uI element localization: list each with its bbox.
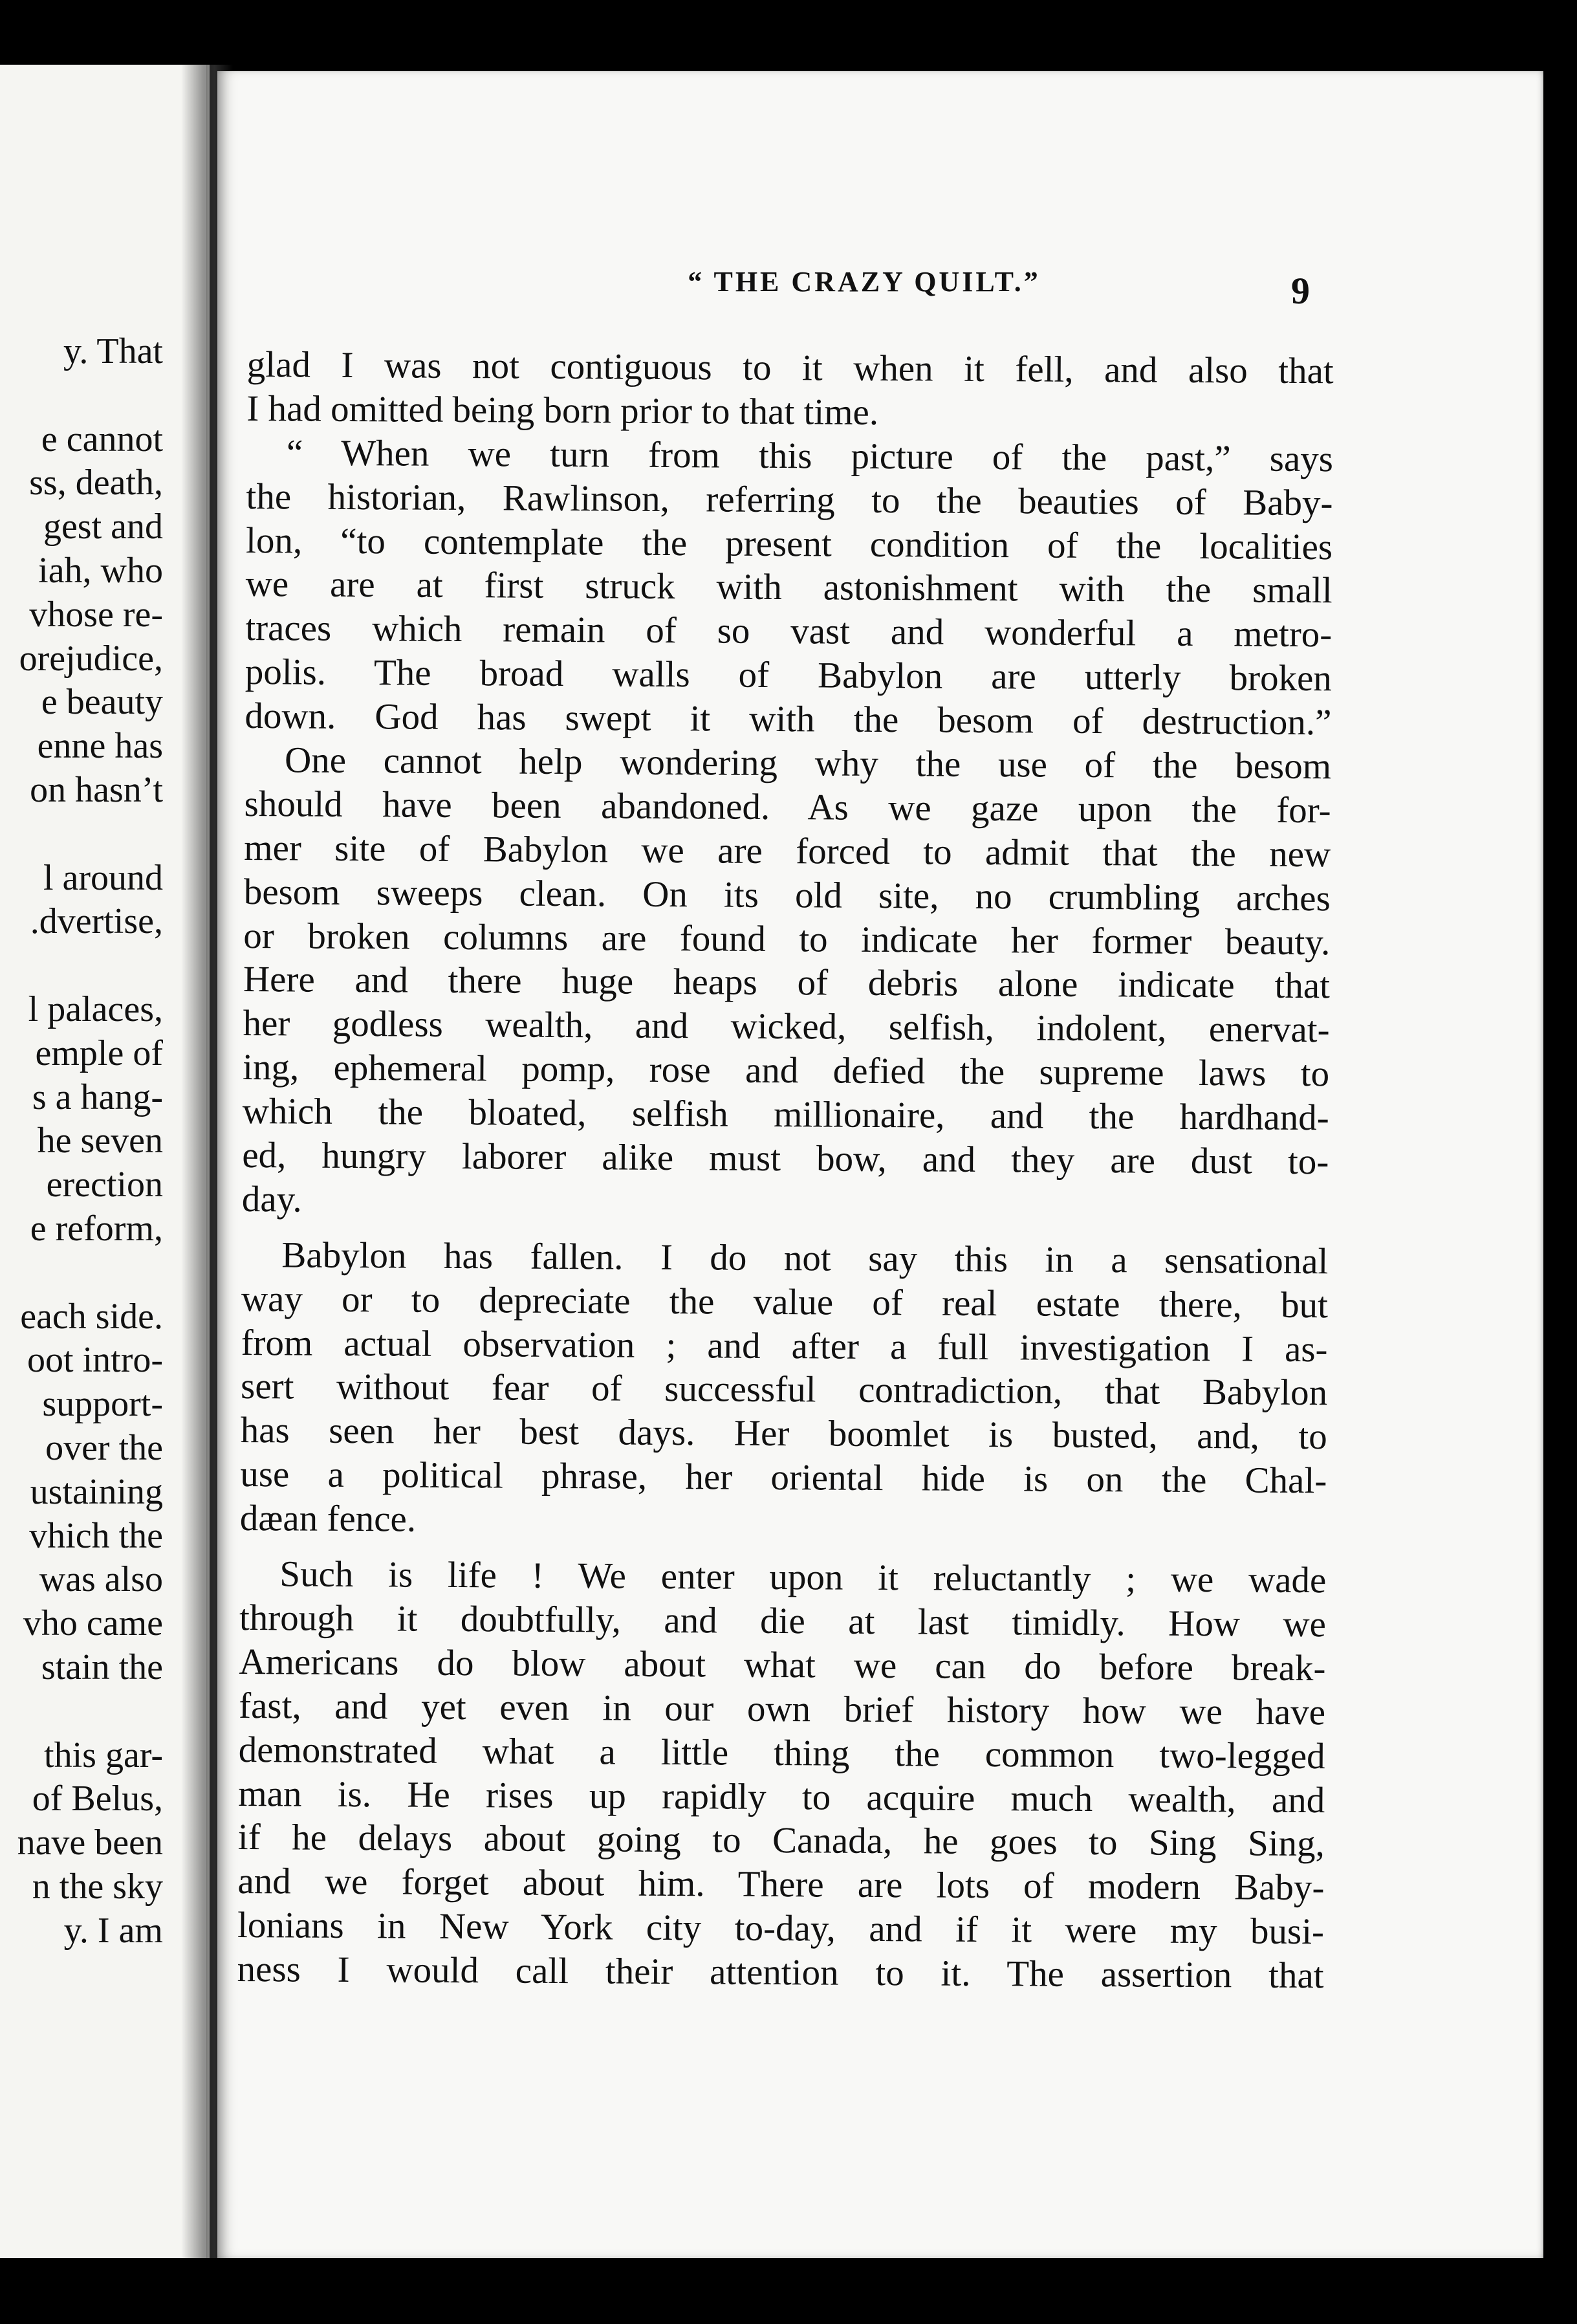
left-line: of Belus,	[32, 1779, 163, 1819]
left-page-text	[0, 330, 163, 1953]
text-line: man is. He rises up rapidly to acquire much wealth, and	[238, 1773, 1325, 1821]
text-line: fast, and yet even in our own brief history how we have	[238, 1685, 1326, 1733]
text-line: or broken columns are found to indicate her former beauty.	[243, 915, 1331, 963]
body-text	[237, 343, 1334, 1998]
text-line: sert without fear of successful contradiction, that Babylon	[240, 1366, 1328, 1414]
left-line: e reform,	[30, 1208, 163, 1249]
left-line	[0, 1690, 163, 1734]
left-line: support-	[42, 1384, 163, 1425]
text-line: dæan fence.	[239, 1498, 417, 1540]
left-line: l around	[43, 857, 163, 898]
left-line: y. That	[63, 331, 163, 371]
text-line: ness I would call their attention to it. The assertion that	[237, 1949, 1324, 1997]
left-line: ss, death,	[29, 463, 163, 503]
left-line: each side.	[20, 1296, 163, 1337]
text-line: mer site of Babylon we are forced to admit that the new	[244, 827, 1331, 875]
text-line: through it doubtfully, and die at last timidly. How we	[239, 1597, 1327, 1645]
text-line: has seen her best days. Her boomlet is busted, and, to	[240, 1410, 1327, 1458]
text-line: Here and there huge heaps of debris alone indicate that	[243, 959, 1331, 1007]
left-line: e cannot	[41, 419, 163, 459]
page-header	[217, 265, 1543, 317]
left-line: n the sky	[32, 1866, 163, 1907]
left-line: nave been	[17, 1823, 163, 1863]
left-line: emple of	[35, 1033, 163, 1073]
left-line: vhich the	[29, 1515, 163, 1556]
text-line: Such is life ! We enter upon it reluctantly ; we wade	[279, 1553, 1327, 1601]
running-head: “ THE CRAZY QUILT.”	[688, 266, 1041, 298]
left-line: l palaces,	[28, 989, 163, 1029]
left-line: stain the	[41, 1647, 163, 1687]
text-line: use a political phrase, her oriental hide is on the Chal-	[240, 1454, 1327, 1502]
left-line: ustaining	[30, 1471, 163, 1512]
right-page	[217, 71, 1543, 2258]
left-line: iah, who	[38, 550, 163, 591]
text-line: day.	[241, 1178, 302, 1220]
left-line	[0, 944, 163, 988]
text-line: from actual observation ; and after a full investigation I as-	[241, 1322, 1328, 1370]
text-line: glad I was not contiguous to it when it fell, and also that	[246, 344, 1334, 392]
text-line: down. God has swept it with the besom of destruction.”	[245, 696, 1332, 743]
text-line: lon, “to contemplate the present condition of the localities	[245, 520, 1333, 567]
text-line: way or to depreciate the value of real estate there, but	[241, 1278, 1329, 1326]
left-line: on hasn’t	[30, 769, 163, 810]
left-line: .dvertise,	[30, 901, 163, 942]
text-line: polis. The broad walls of Babylon are utterly broken	[245, 652, 1332, 699]
left-line: he seven	[37, 1121, 163, 1161]
text-line: lonians in New York city to-day, and if it were my busi-	[237, 1905, 1325, 1953]
text-line: if he delays about going to Canada, he goes to Sing Sing,	[237, 1817, 1325, 1865]
text-line: “ When we turn from this picture of the past,” says	[286, 432, 1334, 480]
text-line: which the bloated, selfish millionaire, and the hardhand-	[242, 1091, 1329, 1139]
left-line: orejudice,	[19, 638, 163, 679]
text-line: and we forget about him. There are lots of modern Baby-	[237, 1861, 1325, 1909]
text-line: ing, ephemeral pomp, rose and defied the supreme laws to	[242, 1047, 1330, 1095]
left-line	[0, 1251, 163, 1295]
left-page	[0, 65, 210, 2258]
left-line: over the	[45, 1427, 163, 1468]
text-line: the historian, Rawlinson, referring to the beauties of Baby-	[246, 476, 1333, 523]
text-line: should have been abandoned. As we gaze upon the for-	[244, 783, 1331, 831]
text-line: Babylon has fallen. I do not say this in a sensational	[281, 1234, 1329, 1282]
left-line: vhose re-	[29, 594, 163, 635]
text-line: I had omitted being born prior to that time.	[246, 388, 879, 433]
text-line: Americans do blow about what we can do before break-	[239, 1641, 1326, 1689]
text-line: her godless wealth, and wicked, selfish, indolent, enervat-	[243, 1003, 1330, 1051]
left-line: was also	[39, 1559, 163, 1600]
text-line: we are at first struck with astonishment with the small	[245, 564, 1332, 611]
text-line: traces which remain of so vast and wonderful a metro-	[245, 608, 1332, 655]
left-line: gest and	[43, 507, 163, 547]
left-line: oot intro-	[27, 1340, 163, 1381]
text-line: ed, hungry laborer alike must bow, and they are dust to-	[242, 1135, 1329, 1183]
text-line: One cannot help wondering why the use of the besom	[284, 740, 1332, 787]
left-line: y. I am	[63, 1910, 163, 1951]
left-line: erection	[46, 1165, 163, 1205]
text-line: demonstrated what a little thing the common two-legged	[238, 1729, 1325, 1777]
text-line: besom sweeps clean. On its old site, no crumbling arches	[243, 871, 1331, 919]
left-line	[0, 374, 163, 418]
left-line: vho came	[23, 1603, 163, 1644]
left-line: this gar-	[44, 1735, 163, 1775]
left-line	[0, 813, 163, 857]
left-line: s a hang-	[32, 1077, 163, 1117]
page-number: 9	[1291, 270, 1310, 312]
left-line: enne has	[37, 726, 163, 767]
left-line: e beauty	[41, 682, 163, 723]
scan-background	[0, 2258, 1577, 2324]
